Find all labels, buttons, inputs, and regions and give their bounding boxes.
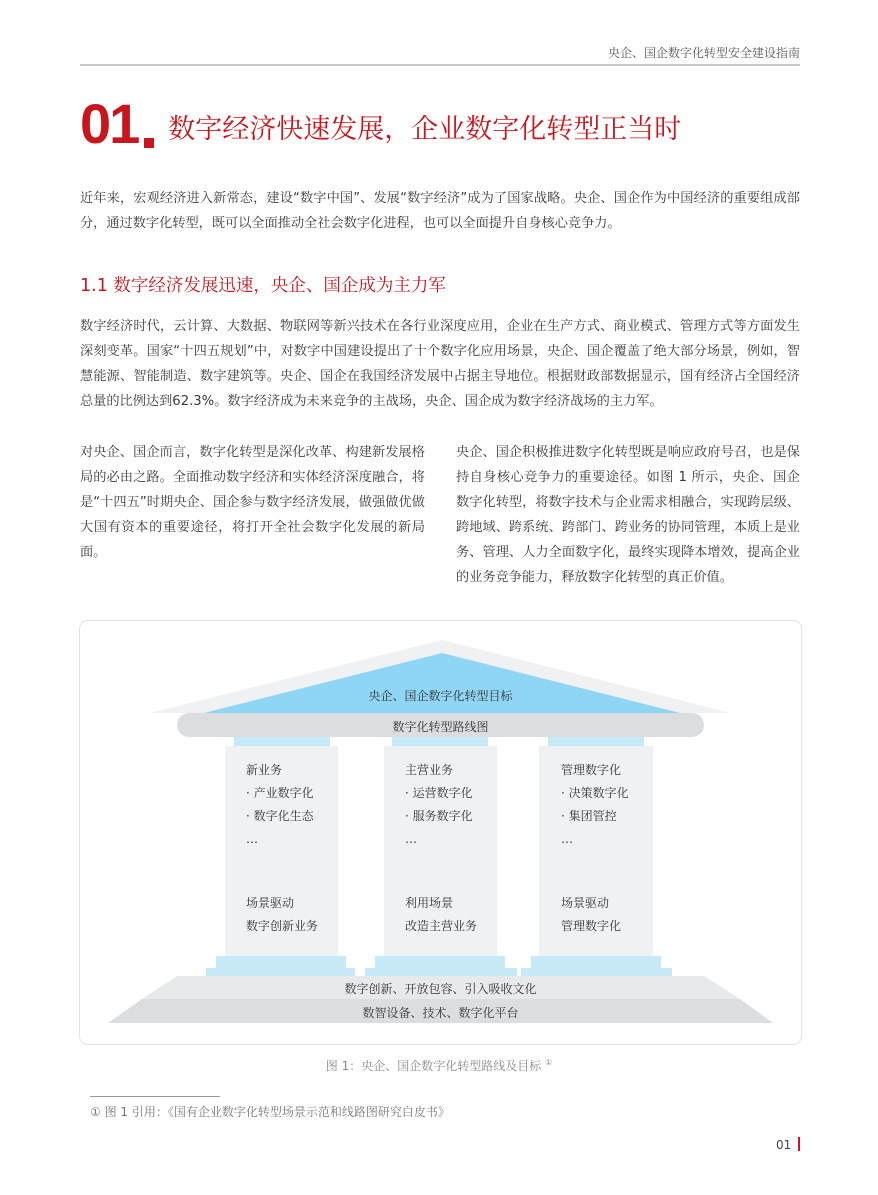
- base-lower-label: 数智设备、技术、数字化平台: [362, 1006, 519, 1020]
- pillar-new-business: [246, 759, 314, 851]
- pillar-ellipsis: …: [246, 832, 258, 846]
- footnote-marker[interactable]: ①: [545, 1058, 553, 1067]
- base-upper-label: 数字创新、开放包容、引入吸收文化: [344, 982, 537, 996]
- pillar-item: · 运营数字化: [405, 786, 473, 800]
- page-number: 01: [776, 1138, 792, 1152]
- pillar-footer-line: 场景驱动: [561, 896, 610, 910]
- section-title: 1.1 数字经济发展迅速，央企、国企成为主力军: [80, 276, 446, 296]
- pillar-title: 管理数字化: [561, 763, 622, 777]
- figure-1-temple-diagram: [79, 620, 802, 1045]
- roof-label: 央企、国企数字化转型目标: [368, 689, 513, 703]
- chapter-title: 数字经济快速发展，企业数字化转型正当时: [168, 114, 682, 145]
- pillar-footer-line: 改造主营业务: [405, 919, 478, 933]
- pillar-ellipsis: …: [561, 832, 573, 846]
- pillar-footer-line: 管理数字化: [561, 919, 622, 933]
- pillar-item: · 产业数字化: [246, 786, 314, 800]
- chapter-number: 01: [80, 92, 139, 155]
- page-number-accent-bar: [798, 1137, 800, 1151]
- pillar-title: 新业务: [246, 763, 283, 777]
- pillar-footer-line: 数字创新业务: [246, 919, 319, 933]
- pillar-main-business-footer: [405, 892, 477, 938]
- header-divider: [80, 64, 800, 66]
- left-column-paragraph: 对央企、国企而言，数字化转型是深化改革、构建新发展格局的必由之路。全面推动数字经济和实体经济深度融合，将是“十四五”时期央企、国企参与数字经济发展，做强做优做大国有资本的重要途径，将打开全社会数字化发展的新局面。: [80, 445, 425, 560]
- beam-label: 数字化转型路线图: [392, 720, 489, 734]
- intro-paragraph: 近年来，宏观经济进入新常态，建设“数字中国”、发展“数字经济”成为了国家战略。央企、国企作为中国经济的重要组成部分，通过数字化转型，既可以全面推动全社会数字化进程，也可以全面提升自身核心竞争力。: [80, 191, 800, 231]
- pillar-item: · 数字化生态: [246, 809, 314, 823]
- pillar-main-business: [405, 759, 473, 851]
- pillar-footer-line: 场景驱动: [246, 896, 295, 910]
- figure-caption: [0, 1057, 878, 1074]
- chapter-heading: [80, 92, 682, 155]
- footnote: ① 图 1 引用：《国有企业数字化转型场景示范和线路图研究白皮书》: [90, 1105, 450, 1119]
- pillar-management-footer: [561, 892, 621, 938]
- section-body-paragraph: 数字经济时代，云计算、大数据、物联网等新兴技术在各行业深度应用，企业在生产方式、商业模式、管理方式等方面发生深刻变革。国家“十四五规划”中，对数字中国建设提出了十个数字化应用场景，央企、国企覆盖了绝大部分场景，例如，智慧能源、智能制造、数字建筑等。央企、国企在我国经济发展中占据主导地位。根据财政部数据显示，国有经济占全国经济总量的比例达到62.3%。数字经济成为未来竞争的主战场，央企、国企成为数字经济战场的主力军。: [80, 319, 800, 409]
- pillar-new-business-footer: [246, 892, 318, 938]
- pillar-item: · 决策数字化: [561, 786, 629, 800]
- pillar-item: · 集团管控: [561, 809, 617, 823]
- caption-text: 图 1：央企、国企数字化转型路线及目标: [325, 1059, 542, 1073]
- chapter-dot: [144, 138, 154, 148]
- running-header-title: 央企、国企数字化转型安全建设指南: [607, 46, 800, 60]
- pillar-title: 主营业务: [405, 763, 454, 777]
- right-column-paragraph: 央企、国企积极推进数字化转型既是响应政府号召，也是保持自身核心竞争力的重要途径。如图 1 所示，央企、国企数字化转型，将数字技术与企业需求相融合，实现跨层级、跨地域、跨系统、跨部门、跨业务的协同管理，本质上是业务、管理、人力全面数字化，最终实现降本增效，提高企业的业务竞争能力，释放数字化转型的真正价值。: [456, 445, 800, 585]
- pillar-item: · 服务数字化: [405, 809, 473, 823]
- footnote-divider: [90, 1096, 220, 1097]
- pillar-ellipsis: …: [405, 832, 417, 846]
- pillar-footer-line: 利用场景: [405, 896, 454, 910]
- pillar-management: [561, 759, 629, 851]
